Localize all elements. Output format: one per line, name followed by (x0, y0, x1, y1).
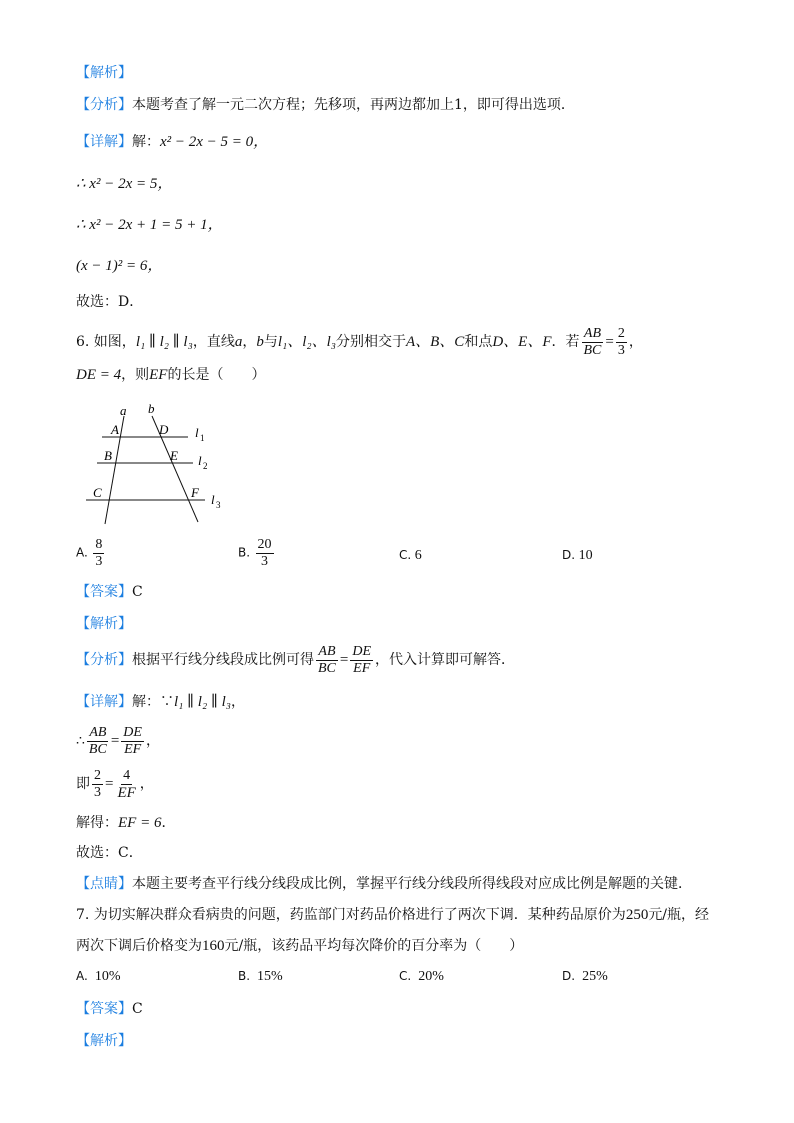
equation-4: (x − 1)² = 6， (76, 258, 163, 274)
q6-dianjing (76, 875, 692, 893)
equals-sign: = (605, 334, 614, 350)
q7-option-c[interactable] (399, 969, 444, 985)
dianjing-text: 本题主要考查平行线分线段成比例，掌握平行线分线段所得线段对应成比例是解题的关键． (132, 876, 692, 892)
option-value: 15% (257, 969, 283, 984)
stem-text: ， (628, 334, 643, 350)
label-C: C (93, 485, 102, 500)
label-F: F (191, 485, 199, 500)
answer-tag: 【答案】 (76, 584, 132, 600)
label-l1-sub: 1 (200, 433, 205, 443)
stem-text: ， (242, 334, 257, 350)
equation-3: ∴ x² − 2x + 1 = 5 + 1， (76, 217, 223, 233)
xiangjie-prefix: 解： (132, 134, 160, 150)
q5-choice: 故选：D． (76, 294, 144, 310)
label-D: D (159, 422, 169, 437)
frac-den: BC (318, 660, 336, 676)
stem-text: 两次下调后价格变为 (76, 938, 202, 954)
stem-text: ，则 (121, 367, 150, 383)
points-def: D、E、F (492, 334, 552, 350)
answer-tag: 【答案】 (76, 1001, 132, 1017)
frac-num: 4 (123, 767, 131, 783)
xiangjie-text: ， (231, 694, 246, 710)
label-B: B (104, 448, 112, 463)
frac-num: 20 (257, 537, 272, 552)
frac-den: EF (353, 660, 371, 676)
frac-den: BC (88, 741, 107, 757)
stem-text: 元/瓶，经 (648, 907, 710, 923)
ratio-de-ef (121, 725, 144, 758)
ratio-2-3 (92, 768, 103, 801)
xiangjie-text: 解：∵ (132, 694, 174, 710)
label-l1: l (195, 425, 199, 440)
frac-den: EF (117, 784, 136, 801)
q7-stem-line2 (76, 937, 523, 955)
ratio-ab-bc (316, 644, 338, 677)
frac-num: DE (352, 643, 372, 659)
q6-stem-line2 (76, 366, 265, 384)
option-value: 6 (414, 548, 422, 563)
ef-label: EF (149, 367, 168, 383)
fenxi-text: ，代入计算即可解答． (375, 652, 516, 668)
stem-text: 与 (263, 334, 278, 350)
points-abc: A、B、C (405, 334, 465, 350)
stem-text: 和点 (464, 334, 493, 350)
ratio-ab-bc (582, 326, 604, 359)
stem-text: 6. 如图， (76, 334, 136, 350)
option-label: B. (238, 545, 251, 560)
dianjing-tag: 【点睛】 (76, 876, 132, 892)
q7-answer (76, 1000, 143, 1018)
q7-option-d[interactable] (562, 969, 608, 985)
stem-text: 7. 为切实解决群众看病贵的问题，药监部门对药品价格进行了两次下调．某种药品原价为 (76, 907, 626, 923)
label-A: A (111, 422, 119, 437)
fenxi-text: 本题考查了解一元二次方程；先移项，再两边都加上1，即可得出选项． (132, 97, 575, 113)
ratio-4-ef (115, 768, 137, 801)
fenxi-tag: 【分析】 (76, 97, 132, 113)
original-price: 250 (625, 907, 649, 923)
step-text: 即 (76, 776, 90, 792)
option-fraction (93, 537, 104, 570)
label-E: E (170, 448, 178, 463)
q7-stem-line1 (76, 906, 709, 924)
ratio-ab-bc (87, 725, 109, 758)
q6-option-d[interactable] (562, 548, 593, 564)
label-l3-sub: 3 (216, 500, 221, 510)
frac-den: 3 (617, 342, 625, 358)
option-label: C. (399, 548, 412, 562)
equals-sign: = (110, 733, 120, 749)
de-value: DE = 4 (76, 367, 122, 383)
final-price: 160 (202, 938, 225, 954)
fenxi-tag: 【分析】 (76, 652, 132, 668)
frac-den: 3 (95, 554, 103, 569)
therefore-sign: ∴ (76, 733, 85, 749)
option-fraction (256, 537, 274, 570)
line-b: b (256, 334, 264, 350)
stem-text: 分别相交于 (335, 334, 406, 350)
equation-1: x² − 2x − 5 = 0， (160, 134, 269, 150)
q5-fenxi (76, 96, 575, 114)
option-value: 20% (418, 969, 444, 984)
frac-num: AB (318, 643, 336, 659)
q6-fenxi (76, 642, 515, 678)
option-label: B. (238, 969, 251, 983)
option-label: D. (562, 548, 576, 562)
step-text: ， (145, 733, 160, 749)
stem-text: ．若 (551, 334, 580, 350)
q6-option-b[interactable] (238, 537, 276, 570)
lines-l: l₁、l₂、l₃ (277, 334, 336, 350)
q6-analysis-heading: 【解析】 (76, 616, 132, 632)
frac-num: AB (89, 724, 107, 740)
option-label: C. (399, 969, 412, 983)
line-a: a (234, 334, 243, 350)
q6-xiangjie (76, 693, 245, 711)
frac-num: DE (123, 724, 142, 740)
frac-num: 2 (94, 767, 101, 783)
frac-den: EF (124, 741, 142, 757)
q6-choice: 故选：C． (76, 845, 143, 861)
solve-text: ． (161, 815, 176, 831)
option-label: A. (76, 969, 88, 983)
parallel-lines: l₁ ∥ l₂ ∥ l₃ (174, 694, 232, 710)
q6-step2 (76, 766, 154, 802)
frac-num: AB (583, 325, 601, 341)
option-value: 25% (582, 969, 608, 984)
frac-den: 3 (261, 554, 269, 569)
ratio-2-3 (616, 326, 627, 359)
solve-equation: EF = 6 (118, 815, 162, 831)
frac-den: 3 (94, 784, 101, 800)
q7-option-a[interactable] (76, 969, 120, 985)
q6-option-a[interactable] (76, 537, 106, 570)
option-value: 10 (578, 548, 593, 563)
fenxi-text: 根据平行线分线段成比例可得 (132, 652, 314, 668)
label-b: b (148, 401, 155, 416)
option-label: A. (76, 545, 88, 560)
q5-analysis-heading: 【解析】 (76, 65, 132, 81)
equals-sign: = (339, 652, 349, 668)
parallel-lines-figure (80, 400, 230, 530)
q6-option-c[interactable] (399, 548, 422, 564)
parallel-lines: l₁ ∥ l₂ ∥ l₃ (135, 334, 193, 350)
xiangjie-tag: 【详解】 (76, 134, 132, 150)
answer-value: C (132, 584, 143, 600)
solve-text: 解得： (76, 815, 118, 831)
answer-value: C (132, 1001, 143, 1017)
ratio-de-ef (350, 644, 373, 677)
q6-step1 (76, 723, 160, 759)
frac-num: 8 (95, 537, 103, 552)
label-a: a (120, 403, 127, 418)
stem-text: 的长是（ ） (167, 367, 266, 383)
label-l2-sub: 2 (203, 461, 208, 471)
label-l2: l (198, 453, 202, 468)
xiangjie-tag: 【详解】 (76, 694, 132, 710)
q6-answer (76, 583, 143, 601)
stem-text: ，直线 (192, 334, 235, 350)
stem-text: 元/瓶，该药品平均每次降价的百分率为（ ） (224, 938, 524, 954)
step-text: ， (139, 776, 154, 792)
frac-den: BC (583, 342, 602, 358)
frac-num: 2 (617, 325, 625, 341)
equation-2: ∴ x² − 2x = 5， (76, 176, 173, 192)
q5-xiangjie (76, 133, 268, 151)
equals-sign: = (105, 776, 114, 792)
q6-stem-line1 (76, 324, 643, 360)
q6-solve (76, 814, 175, 832)
option-label: D. (562, 969, 576, 983)
option-value: 10% (94, 969, 121, 984)
q7-analysis-heading: 【解析】 (76, 1033, 132, 1049)
q7-option-b[interactable] (238, 969, 283, 985)
label-l3: l (211, 492, 215, 507)
